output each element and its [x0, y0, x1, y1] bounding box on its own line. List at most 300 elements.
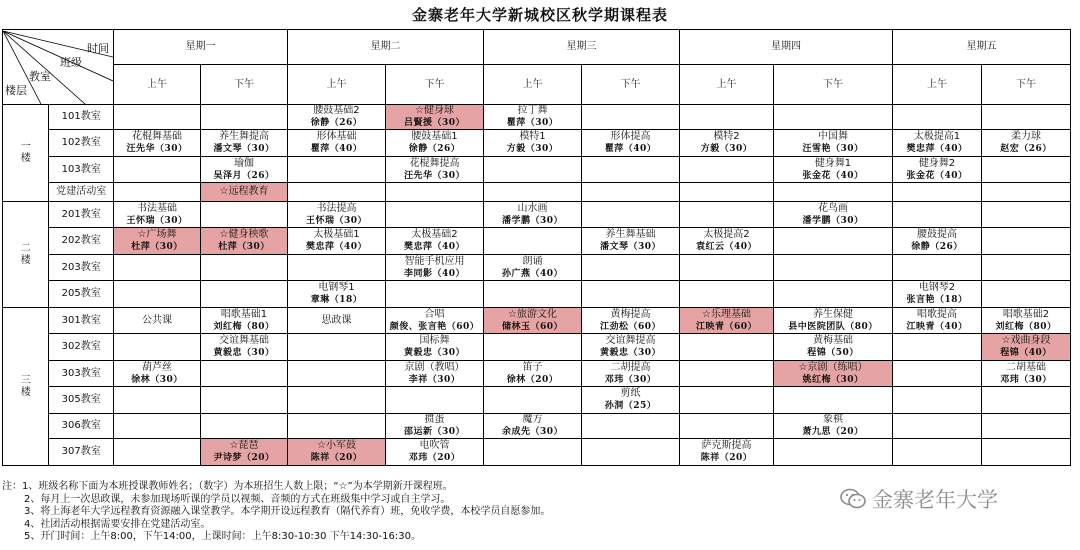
course-cell [484, 334, 582, 361]
course-cell [484, 439, 582, 466]
course-cell [893, 281, 982, 308]
teacher-name: 赵宏（26） [1000, 144, 1052, 154]
teacher-name: 汪先华（30） [403, 170, 466, 181]
teacher-name: 汪雪艳（30） [802, 144, 864, 154]
teacher-name: 徐静（26） [911, 242, 963, 252]
course-cell [582, 334, 680, 361]
teacher-name: 李祥（30） [408, 374, 461, 385]
course-name: 国标舞 [419, 335, 450, 346]
course-cell [680, 387, 774, 414]
course-name: 腰鼓基础2 [313, 105, 360, 116]
course-cell [114, 308, 201, 334]
half-header-pm: 下午 [774, 65, 893, 105]
room-label: 306教室 [49, 414, 114, 439]
course-cell [774, 281, 893, 308]
course-name: 智能手机应用 [404, 255, 465, 267]
course-cell [201, 414, 288, 439]
teacher-name: 瞿萍（40） [604, 144, 657, 154]
course-cell [484, 361, 582, 387]
course-name: 交谊舞提高 [605, 335, 656, 346]
course-cell [386, 228, 484, 255]
table-row [3, 255, 1071, 281]
course-name: 剪纸 [620, 388, 641, 399]
table-row [3, 308, 1071, 334]
teacher-name: 张金花（40） [906, 170, 968, 181]
course-cell [386, 202, 484, 228]
room-label: 302教室 [49, 334, 114, 361]
course-cell [386, 130, 484, 157]
course-name: 唱歌提高 [917, 308, 957, 320]
course-name: 掼蛋 [424, 414, 445, 425]
course-cell [201, 308, 288, 334]
course-name: 象棋 [823, 414, 843, 425]
course-cell [201, 183, 288, 202]
course-cell [484, 414, 582, 439]
course-cell [201, 439, 288, 466]
course-cell [680, 334, 774, 361]
course-cell [114, 439, 201, 466]
course-cell [982, 414, 1071, 439]
course-cell [893, 157, 982, 183]
teacher-name: 孙洞（25） [604, 401, 657, 411]
course-cell [386, 308, 484, 334]
schedule-table [2, 29, 1071, 466]
course-cell [982, 228, 1071, 255]
course-name: 合唱 [424, 308, 445, 320]
course-cell [484, 202, 582, 228]
course-name: 养生舞基础 [605, 229, 656, 240]
course-cell [774, 414, 893, 439]
table-row [3, 414, 1071, 439]
course-cell [484, 228, 582, 255]
course-cell [386, 183, 484, 202]
course-cell [774, 255, 893, 281]
course-cell [386, 281, 484, 308]
course-cell [484, 105, 582, 130]
course-name: 健身舞2 [918, 157, 956, 169]
footnote-line: 4、社团活动根据需要安排在党建活动室。 [24, 518, 211, 530]
teacher-name: 樊忠萍（40） [906, 144, 968, 154]
floor-label: 一 楼 [3, 105, 49, 202]
course-cell [288, 414, 386, 439]
teacher-name: 江映青（60） [695, 321, 758, 332]
course-name: 健身舞1 [814, 157, 852, 169]
course-name: 太极基础2 [411, 229, 458, 240]
teacher-name: 陈祥（20） [700, 453, 753, 463]
course-name: 交谊舞基础 [219, 335, 269, 346]
course-name: 京剧（教唱） [404, 361, 465, 373]
day-header-tue: 星期二 [288, 30, 484, 65]
course-cell [201, 361, 288, 387]
course-cell [774, 157, 893, 183]
course-cell [114, 361, 201, 387]
course-name: 萨克斯提高 [701, 440, 752, 451]
course-cell [114, 255, 201, 281]
course-cell [893, 183, 982, 202]
course-cell [893, 255, 982, 281]
course-cell [982, 130, 1071, 157]
course-cell [582, 361, 680, 387]
teacher-name: 姚红梅（30） [802, 374, 864, 385]
course-name: ☆远程教育 [219, 186, 269, 197]
teacher-name: 县中医院团队（80） [788, 321, 878, 332]
half-header-am: 上午 [484, 65, 582, 105]
teacher-name: 江映青（40） [906, 321, 968, 332]
course-cell [386, 255, 484, 281]
course-cell [114, 387, 201, 414]
course-cell [680, 439, 774, 466]
course-name: 柔力球 [1011, 131, 1041, 142]
course-name: ☆健身秧歌 [219, 229, 269, 240]
floor-label: 二 楼 [3, 202, 49, 308]
teacher-name: 瞿萍（40） [310, 144, 363, 154]
course-cell [582, 202, 680, 228]
course-cell [893, 387, 982, 414]
course-name: 形体提高 [610, 131, 651, 142]
course-cell [582, 387, 680, 414]
course-cell [893, 361, 982, 387]
course-cell [114, 334, 201, 361]
course-cell [288, 157, 386, 183]
table-row [3, 439, 1071, 466]
course-name: ☆琵琶 [229, 440, 259, 451]
course-cell [582, 308, 680, 334]
teacher-name: 颜俊、张言艳（60） [389, 321, 480, 332]
course-cell [680, 183, 774, 202]
half-header-am: 上午 [893, 65, 982, 105]
course-cell [893, 439, 982, 466]
course-cell [201, 334, 288, 361]
course-cell [114, 130, 201, 157]
room-label: 303教室 [49, 361, 114, 387]
room-label: 201教室 [49, 202, 114, 228]
teacher-name: 程锦（50） [807, 348, 859, 358]
course-name: 唱歌基础2 [1002, 308, 1050, 320]
course-name: 模特2 [713, 131, 740, 142]
table-row [3, 105, 1071, 130]
course-cell [680, 414, 774, 439]
course-name: 魔方 [522, 414, 543, 425]
course-cell [582, 130, 680, 157]
course-cell [893, 334, 982, 361]
course-name: 葫芦丝 [142, 361, 172, 373]
course-cell [774, 361, 893, 387]
course-cell [774, 334, 893, 361]
course-cell [484, 157, 582, 183]
teacher-name: 方毅（30） [506, 144, 559, 154]
teacher-name: 王怀瑞（30） [126, 215, 188, 226]
course-name: ☆戏曲身段 [1001, 335, 1051, 346]
course-cell [680, 228, 774, 255]
table-row [3, 183, 1071, 202]
course-name: ☆小军鼓 [317, 440, 356, 451]
teacher-name: 余成先（30） [501, 427, 564, 437]
course-cell [774, 130, 893, 157]
course-name: 二胡提高 [610, 361, 651, 373]
course-cell [114, 202, 201, 228]
teacher-name: 潘学鹏（30） [501, 215, 564, 226]
course-cell [774, 202, 893, 228]
course-cell [201, 157, 288, 183]
teacher-name: 杜萍（30） [218, 242, 270, 252]
half-header-am: 上午 [680, 65, 774, 105]
teacher-name: 黄毅忠（30） [403, 348, 466, 358]
course-name: 花棍舞基础 [132, 131, 182, 142]
course-cell [680, 361, 774, 387]
teacher-name: 樊忠萍（40） [403, 242, 466, 252]
course-cell [774, 439, 893, 466]
teacher-name: 王怀瑞（30） [305, 215, 368, 226]
course-cell [201, 281, 288, 308]
day-header-thu: 星期四 [680, 30, 893, 65]
course-cell [982, 105, 1071, 130]
teacher-name: 汪先华（30） [126, 144, 188, 154]
course-cell [982, 281, 1071, 308]
course-cell [288, 228, 386, 255]
course-cell [114, 183, 201, 202]
teacher-name: 邓玮（20） [408, 453, 461, 463]
course-cell [982, 387, 1071, 414]
teacher-name: 陈祥（20） [310, 453, 363, 463]
teacher-name: 刘红梅（80） [995, 321, 1057, 332]
course-cell [386, 105, 484, 130]
course-cell [982, 308, 1071, 334]
course-name: 山水画 [517, 202, 548, 214]
teacher-name: 吕賢援（30） [403, 118, 466, 128]
course-cell [774, 105, 893, 130]
course-cell [582, 255, 680, 281]
course-cell [201, 255, 288, 281]
corner-label-class: 班级 [60, 55, 82, 69]
room-label: 205教室 [49, 281, 114, 308]
course-cell [982, 334, 1071, 361]
course-cell [386, 439, 484, 466]
course-name: 电钢琴1 [318, 282, 355, 293]
teacher-name: 杜萍（30） [131, 242, 183, 252]
course-name: 养生保健 [813, 308, 853, 320]
course-cell [893, 202, 982, 228]
course-name: ☆乐理基础 [702, 308, 751, 320]
course-cell [893, 130, 982, 157]
day-header-wed: 星期三 [484, 30, 680, 65]
room-label: 102教室 [49, 130, 114, 157]
course-cell [484, 308, 582, 334]
course-cell [982, 183, 1071, 202]
teacher-name: 潘文琴（30） [213, 144, 275, 154]
teacher-name: 邓玮（30） [604, 374, 657, 385]
table-row [3, 157, 1071, 183]
teacher-name: 瞿萍（30） [506, 118, 559, 128]
footnote-line: 2、每月上一次思政课，未参加现场听课的学员以视频、音频的方式在班级集中学习或自主学习。 [24, 493, 451, 505]
table-row [3, 361, 1071, 387]
table-row [3, 130, 1071, 157]
course-cell [484, 281, 582, 308]
course-cell [680, 157, 774, 183]
course-name: 朗诵 [522, 255, 543, 267]
teacher-name: 黄毅忠（30） [599, 348, 662, 358]
course-cell [201, 202, 288, 228]
footnotes [2, 481, 702, 544]
room-label: 202教室 [49, 228, 114, 255]
half-header-pm: 下午 [386, 65, 484, 105]
course-cell [114, 157, 201, 183]
day-header-mon: 星期一 [114, 30, 288, 65]
course-cell [484, 130, 582, 157]
course-cell [982, 202, 1071, 228]
half-header-am: 上午 [288, 65, 386, 105]
course-cell [288, 255, 386, 281]
course-cell [386, 387, 484, 414]
page-title: 金寨老年大学新城校区秋学期课程表 [411, 6, 668, 24]
course-name: ☆健身球 [415, 105, 454, 116]
course-cell [288, 105, 386, 130]
course-name: ☆京剧（练唱） [798, 361, 868, 373]
course-cell [680, 255, 774, 281]
course-cell [680, 202, 774, 228]
teacher-name: 萧九思（20） [802, 427, 864, 437]
course-cell [386, 361, 484, 387]
room-label: 305教室 [49, 387, 114, 414]
course-name: 形体基础 [316, 131, 357, 142]
teacher-name: 徐林（20） [506, 374, 559, 385]
room-label: 307教室 [49, 439, 114, 466]
course-cell [582, 439, 680, 466]
course-cell [288, 439, 386, 466]
teacher-name: 樊忠萍（40） [305, 242, 368, 252]
teacher-name: 方毅（30） [700, 144, 753, 154]
teacher-name: 章琳（18） [310, 295, 363, 305]
course-cell [201, 105, 288, 130]
course-name: 思政课 [321, 314, 352, 326]
course-cell [484, 387, 582, 414]
half-header-pm: 下午 [201, 65, 288, 105]
course-cell [114, 105, 201, 130]
course-name: 腰鼓提高 [917, 229, 957, 240]
course-name: 二胡基础 [1006, 361, 1046, 373]
teacher-name: 潘学鹏（30） [802, 215, 864, 226]
course-cell [386, 157, 484, 183]
course-cell [201, 387, 288, 414]
course-name: 笛子 [522, 361, 543, 373]
course-name: 太极提高2 [703, 229, 750, 240]
course-cell [288, 281, 386, 308]
course-cell [680, 105, 774, 130]
watermark-text: 金寨老年大学 [872, 488, 998, 512]
corner-label-time: 时间 [87, 41, 109, 55]
course-cell [288, 308, 386, 334]
course-cell [114, 281, 201, 308]
course-cell [982, 439, 1071, 466]
footnote-line: 注：1、班级名称下面为本班授课教师姓名；（数字）为本班招生人数上限；“☆”为本学期新开课程班。 [2, 481, 453, 492]
header-corner [3, 30, 114, 105]
course-name: 模特1 [519, 131, 546, 142]
course-cell [288, 183, 386, 202]
course-cell [982, 157, 1071, 183]
course-name: 黄梅提高 [610, 308, 651, 320]
course-cell [386, 334, 484, 361]
teacher-name: 徐静（26） [310, 118, 363, 128]
course-cell [288, 202, 386, 228]
course-cell [893, 308, 982, 334]
teacher-name: 江劲松（60） [599, 321, 662, 332]
course-cell [288, 387, 386, 414]
course-cell [582, 157, 680, 183]
teacher-name: 吴泽月（26） [213, 170, 275, 181]
course-name: ☆旅游文化 [508, 308, 557, 320]
course-name: 公共课 [142, 314, 172, 326]
teacher-name: 刘红梅（80） [213, 321, 275, 332]
table-row [3, 334, 1071, 361]
footnote-line: 3、将上海老年大学远程教育资源融入课堂教学。本学期开设远程教育（隔代养育）班，免收学费，本校学员自愿参加。 [24, 506, 551, 517]
room-label: 203教室 [49, 255, 114, 281]
teacher-name: 李同影（40） [403, 268, 466, 279]
course-cell [774, 387, 893, 414]
course-cell [893, 228, 982, 255]
course-cell [774, 183, 893, 202]
course-cell [982, 361, 1071, 387]
course-cell [386, 414, 484, 439]
teacher-name: 储林玉（60） [501, 321, 564, 332]
room-label: 党建活动室 [49, 183, 114, 202]
teacher-name: 邓玮（30） [1000, 374, 1052, 385]
course-cell [114, 414, 201, 439]
course-name: 太极基础1 [313, 229, 360, 240]
course-name: 书法基础 [137, 202, 177, 214]
table-row [3, 202, 1071, 228]
course-name: 拉丁舞 [517, 105, 548, 116]
course-name: 花鸟画 [818, 202, 848, 214]
footnote-line: 5、开门时间：上午8:00，下午14:00，上课时间：上午8:30-10:30 下午14:30-16:30。 [24, 531, 421, 542]
course-cell [582, 183, 680, 202]
course-cell [201, 228, 288, 255]
teacher-name: 徐林（30） [131, 374, 183, 385]
room-label: 301教室 [49, 308, 114, 334]
corner-label-room: 教室 [29, 69, 51, 83]
course-cell [288, 334, 386, 361]
course-name: 太极提高1 [913, 131, 961, 142]
corner-label-floor: 楼层 [5, 83, 27, 97]
course-cell [288, 130, 386, 157]
half-header-am: 上午 [114, 65, 201, 105]
course-cell [484, 255, 582, 281]
teacher-name: 尹诗梦（20） [213, 453, 275, 463]
course-name: 书法提高 [316, 202, 357, 214]
course-cell [582, 281, 680, 308]
course-cell [982, 255, 1071, 281]
course-cell [288, 361, 386, 387]
course-name: 养生舞提高 [219, 131, 269, 142]
table-row [3, 228, 1071, 255]
half-header-pm: 下午 [982, 65, 1071, 105]
course-cell [680, 130, 774, 157]
course-cell [893, 414, 982, 439]
course-cell [582, 414, 680, 439]
day-header-fri: 星期五 [893, 30, 1071, 65]
teacher-name: 程锦（40） [1000, 348, 1052, 358]
course-cell [201, 130, 288, 157]
course-cell [680, 281, 774, 308]
course-name: ☆广场舞 [137, 229, 177, 240]
teacher-name: 潘文琴（30） [599, 242, 662, 252]
teacher-name: 孙广燕（40） [501, 268, 564, 279]
teacher-name: 袁红云（40） [695, 242, 758, 252]
course-cell [893, 105, 982, 130]
watermark [840, 484, 998, 515]
course-name: 电钢琴2 [918, 282, 956, 293]
course-name: 花棍舞提高 [409, 157, 460, 169]
course-cell [680, 308, 774, 334]
course-cell [582, 105, 680, 130]
